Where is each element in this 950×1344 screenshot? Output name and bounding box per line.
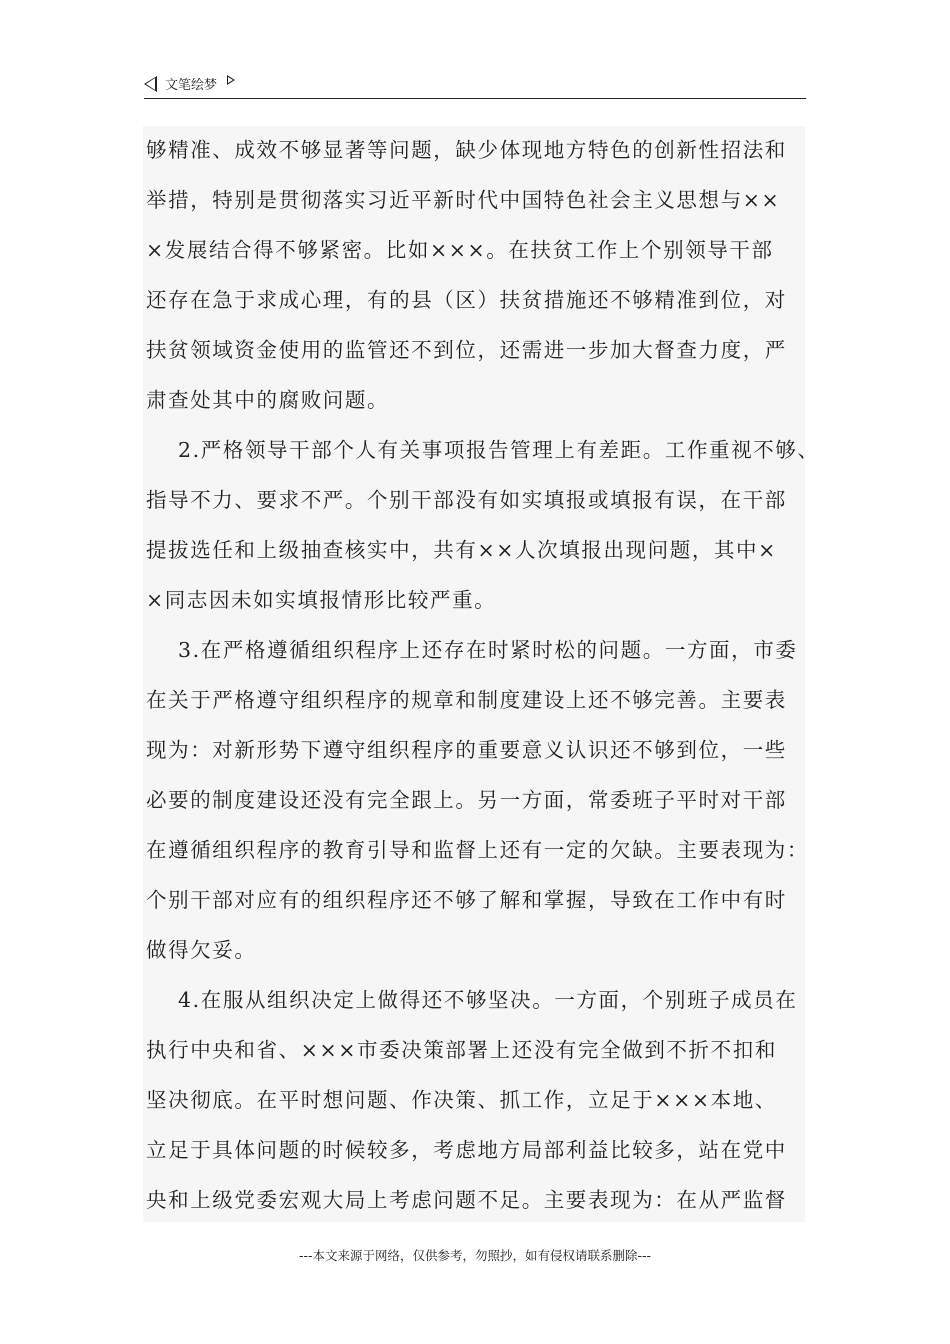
text-line: 在关于严格遵守组织程序的规章和制度建设上还不够完善。主要表	[146, 688, 787, 712]
text-line: ×同志因未如实填报情形比较严重。	[146, 588, 497, 612]
text-line: 坚决彻底。在平时想问题、作决策、抓工作，立足于×××本地、	[146, 1088, 777, 1112]
page-header	[144, 72, 806, 99]
header-brand-text: 文笔绘梦	[165, 78, 218, 93]
text-line: 央和上级党委宏观大局上考虑问题不足。主要表现为：在从严监督	[146, 1188, 787, 1212]
text-line: 个别干部对应有的组织程序还不够了解和掌握，导致在工作中有时	[146, 888, 787, 912]
text-line: 还存在急于求成心理，有的县（区）扶贫措施还不够精准到位，对	[146, 288, 787, 312]
triangle-left-icon	[144, 76, 157, 92]
text-line: 扶贫领域资金使用的监管还不到位，还需进一步加大督查力度，严	[146, 338, 787, 362]
header-brand	[144, 74, 235, 93]
paragraph-start-line: 2.严格领导干部个人有关事项报告管理上有差距。工作重视不够、	[178, 438, 820, 462]
paragraph-start-line: 4.在服从组织决定上做得还不够坚决。一方面，个别班子成员在	[178, 988, 798, 1012]
text-line: 提拔选任和上级抽查核实中，共有××人次填报出现问题，其中×	[146, 538, 777, 562]
text-line: 现为：对新形势下遵守组织程序的重要意义认识还不够到位，一些	[146, 738, 787, 762]
text-line: 在遵循组织程序的教育引导和监督上还有一定的欠缺。主要表现为：	[146, 838, 809, 862]
text-line: 执行中央和省、×××市委决策部署上还没有完全做到不折不扣和	[146, 1038, 777, 1062]
text-line: 立足于具体问题的时候较多，考虑地方局部利益比较多，站在党中	[146, 1138, 787, 1162]
document-body	[143, 126, 820, 1222]
text-line: 做得欠妥。	[146, 938, 257, 962]
triangle-right-icon	[227, 75, 235, 85]
paragraph-start-line: 3.在严格遵循组织程序上还存在时紧时松的问题。一方面，市委	[178, 638, 798, 662]
text-line: ×发展结合得不够紧密。比如×××。在扶贫工作上个别领导干部	[146, 238, 774, 262]
text-line: 肃查处其中的腐败问题。	[146, 388, 390, 412]
text-line: 够精准、成效不够显著等问题，缺少体现地方特色的创新性招法和	[146, 138, 787, 162]
text-line: 举措，特别是贯彻落实习近平新时代中国特色社会主义思想与××	[146, 188, 781, 212]
text-line: 指导不力、要求不严。个别干部没有如实填报或填报有误，在干部	[146, 488, 787, 512]
text-line: 必要的制度建设还没有完全跟上。另一方面，常委班子平时对干部	[146, 788, 787, 812]
footer-notice: ---本文来源于网络，仅供参考，勿照抄，如有侵权请联系删除---	[298, 1248, 652, 1263]
